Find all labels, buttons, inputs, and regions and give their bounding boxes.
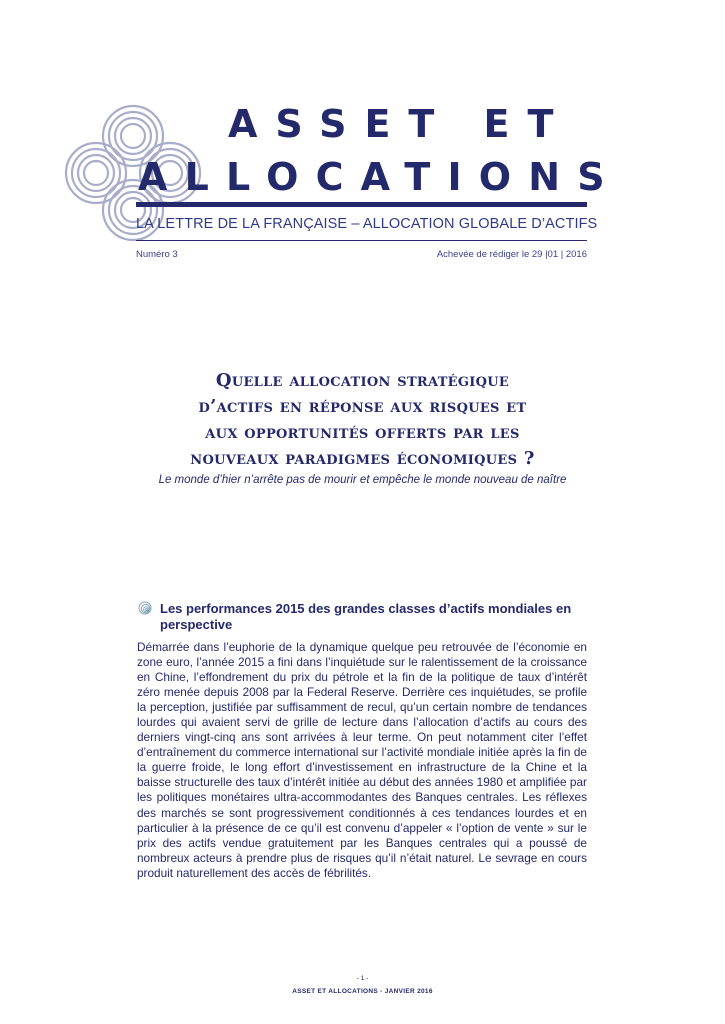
section-body: Démarrée dans l’euphorie de la dynamique quelque peu retrouvée de l’économie en zone euro, l’année 2015 a fini dans l’inquiétude sur le ralentissement de la croissance en Chine, l’effondrement du prix du pétrole et la fin de la politique de taux d’intérêt zéro menée depuis 2008 par la Federal Reserve. Derrière ces inquiétudes, se profile la perception, justifiée par suffisamment de recul, qu’un certain nombre de tendances lourdes qui avaient servi de grille de lecture dans l’allocation d’actifs au cours des derniers vingt-cinq ans sont arrivées à leur terme. On peut notamment citer l’effet d’entraînement du commerce international sur l’activité mondiale initiée après la fin de la guerre froide, le long effort d’investissement en infrastructure de la Chine et la baisse structurelle des taux d’intérêt initiée au début des années 1980 et amplifiée par les politiques monétaires ultra-accommodantes des Banques centrales. Les réflexes des marchés se sont progressivement conditionnés à ces tendances lourdes et en particulier à la présence de ce qu’il est convenu d’appeler « l’option de vente » sur le prix des actifs vendue gratuitement par les Banques centrales qui a poussé de nombreux acteurs à prendre plus de risques qu’il n’était naturel. Le sevrage en cours produit naturellement des accès de fébrilités. <box>137 640 587 880</box>
newsletter-subtitle: LA LETTRE DE LA FRANÇAISE – ALLOCATION GLOBALE D’ACTIFS <box>136 216 598 232</box>
drafted-date: Achevée de rédiger le 29 |01 | 2016 <box>436 249 587 260</box>
page-number: - 1 - <box>356 975 369 982</box>
article-title <box>110 368 615 472</box>
spiral-bullet-icon <box>138 601 152 615</box>
header-rule-thin <box>136 240 587 241</box>
article-title-line: d’actifs en réponse aux risques et <box>198 396 527 417</box>
brand-title-line-1: ASSET ET <box>228 102 572 146</box>
header-rule-thick <box>136 202 587 207</box>
article-title-line: aux opportunités offerts par les <box>205 422 520 443</box>
issue-number: Numéro 3 <box>136 249 178 260</box>
article-tagline: Le monde d’hier n’arrête pas de mourir et empêche le monde nouveau de naître <box>158 474 567 486</box>
article-title-line: nouveaux paradigmes économiques ? <box>190 448 535 469</box>
article-title-line: Quelle allocation stratégique <box>215 370 510 391</box>
footer-title: ASSET ET ALLOCATIONS - JANVIER 2016 <box>292 988 433 995</box>
brand-title-line-2: ALLOCATIONS <box>138 155 622 199</box>
section-heading: Les performances 2015 des grandes classes d’actifs mondiales en perspective <box>160 601 572 632</box>
